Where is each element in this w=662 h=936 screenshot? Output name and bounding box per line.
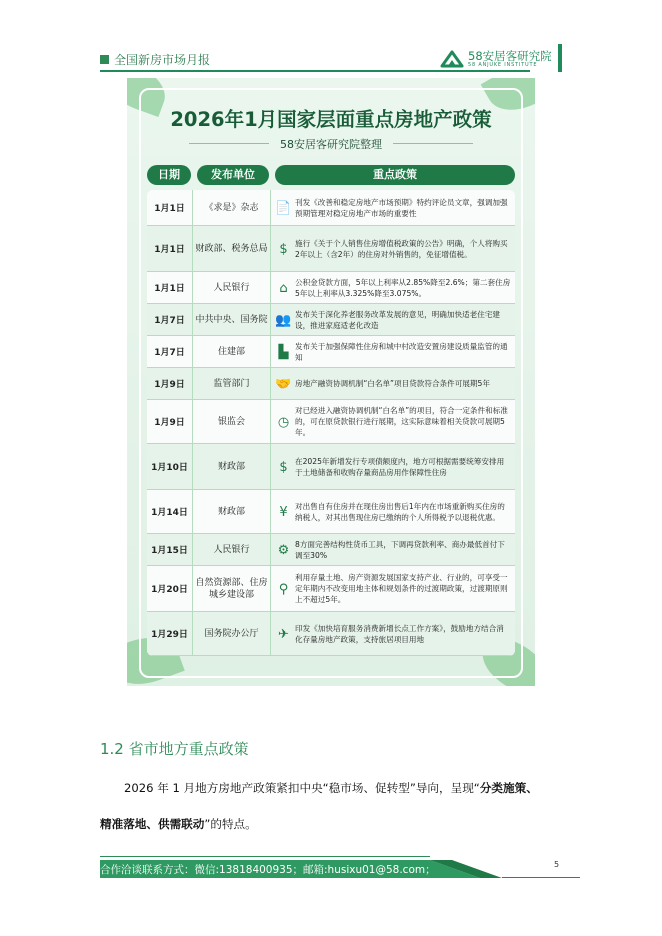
row-org: 人民银行 (193, 534, 271, 565)
subtitle-rule-right (393, 143, 473, 144)
logo-text-cn: 58安居客研究院 (468, 49, 552, 63)
row-date: 1月15日 (147, 534, 193, 565)
handshake-icon: 🤝 (275, 376, 292, 392)
page-number: 5 (554, 860, 560, 869)
infographic-subtitle: 58安居客研究院整理 (280, 138, 382, 151)
row-date: 1月1日 (147, 272, 193, 303)
page-header (100, 48, 572, 72)
row-org: 自然资源部、住房城乡建设部 (193, 566, 271, 611)
header-side-bar (558, 44, 562, 72)
row-org: 中共中央、国务院 (193, 304, 271, 335)
house-icon: ⌂ (279, 280, 288, 296)
row-date: 1月7日 (147, 304, 193, 335)
paragraph-text: 2026 年 1 月地方房地产政策紧扣中央“稳市场、促转型”导向，呈现“ (124, 781, 480, 795)
row-date: 1月14日 (147, 490, 193, 533)
row-org: 人民银行 (193, 272, 271, 303)
row-date: 1月1日 (147, 226, 193, 271)
infographic-title: 2026年1月国家层面重点房地产政策 (170, 108, 492, 131)
table-row (147, 490, 515, 534)
row-policy-text: 对出售自有住房并在现住房出售后1年内在市场重新购买住房的纳税人，对其出售现住房已缴纳的个人所得税予以退税优惠。 (295, 501, 505, 522)
location-person-icon: ⚲ (278, 581, 289, 597)
row-policy-text: 对已经进入融资协调机制“白名单”的项目，符合一定条件和标准的，可在原贷款银行进行展期，这实际意味着相关贷款可展期5年。 (295, 406, 508, 437)
table-row (147, 336, 515, 368)
row-org: 财政部 (193, 444, 271, 489)
table-row (147, 566, 515, 612)
airplane-icon: ✈ (278, 626, 289, 642)
coins-icon: $ (279, 241, 288, 257)
row-policy-text: 发布关于深化养老服务改革发展的意见，明确加快适老住宅建设，推进家庭适老化改造 (295, 309, 501, 330)
table-row (147, 534, 515, 566)
table-row (147, 272, 515, 304)
paragraph-bold-text: 分类施策、 (479, 781, 538, 795)
table-row (147, 444, 515, 490)
table-row (147, 612, 515, 656)
paragraph-line-2 (100, 816, 257, 832)
column-header-date: 日期 (147, 165, 191, 185)
row-date: 1月7日 (147, 336, 193, 367)
policy-infographic (127, 78, 535, 686)
row-date: 1月10日 (147, 444, 193, 489)
building-icon: ▙ (278, 344, 289, 360)
document-icon: 📄 (275, 200, 292, 216)
row-org: 财政部 (193, 490, 271, 533)
column-header-policy: 重点政策 (275, 165, 515, 185)
row-policy-text: 8方面完善结构性货币工具，下调再贷款利率、商办最低首付下调至30% (295, 539, 505, 560)
column-header-org: 发布单位 (197, 165, 269, 185)
row-date: 1月1日 (147, 190, 193, 225)
row-policy-text: 房地产融资协调机制“白名单”项目贷款符合条件可展期5年 (295, 379, 490, 388)
table-row (147, 190, 515, 226)
paragraph-bold-text: 精准落地、供需联动 (100, 817, 205, 831)
row-policy-text: 施行《关于个人销售住房增值税政策的公告》明确，个人将购买2年以上（含2年）的住房对外销售的，免征增值税。 (295, 238, 508, 259)
logo-text-en: 58 ANJUKE INSTITUTE (468, 62, 538, 68)
row-policy-text: 印发《加快培育服务消费新增长点工作方案》，鼓励地方结合消化存量房地产政策，支持旅居项目用地 (295, 623, 504, 644)
header-square-marker (100, 55, 109, 64)
paragraph-line-1 (124, 780, 538, 796)
row-org: 《求是》杂志 (193, 190, 271, 225)
row-policy-text: 发布关于加强保障性住房和城中村改造安置房建设质量监管的通知 (295, 341, 508, 362)
row-date: 1月20日 (147, 566, 193, 611)
row-org: 住建部 (193, 336, 271, 367)
row-org: 监管部门 (193, 368, 271, 399)
footer-rule (100, 856, 430, 857)
moneybag-icon: $ (279, 459, 288, 475)
row-date: 1月9日 (147, 400, 193, 443)
row-org: 国务院办公厅 (193, 612, 271, 655)
clock-icon: ◷ (277, 414, 290, 430)
table-row (147, 368, 515, 400)
brand-logo (440, 48, 555, 72)
policy-table (147, 190, 515, 656)
footer-contact: 合作洽谈联系方式：微信:13818400935；邮箱:husixu01@58.com； (100, 864, 436, 876)
section-title: 1.2 省市地方重点政策 (100, 740, 249, 758)
row-policy-text: 公积金贷款方面，5年以上利率从2.85%降至2.6%；第二套住房5年以上利率从3.325%降至3.075%。 (295, 277, 511, 298)
row-org: 银监会 (193, 400, 271, 443)
row-policy-text: 利用存量土地、房产资源发展国家支持产业、行业的，可享受一定年期内不改变用地主体和规划条件的过渡期政策，过渡期原则上不超过5年。 (295, 573, 508, 604)
table-row (147, 226, 515, 272)
logo-house-icon (440, 50, 464, 68)
row-org: 财政部、税务总局 (193, 226, 271, 271)
refund-icon: ¥ (279, 504, 288, 520)
table-row (147, 304, 515, 336)
row-policy-text: 刊发《改善和稳定房地产市场预期》特约评论员文章，强调加强预期管理对稳定房地产市场的重要性 (295, 197, 508, 218)
report-title: 全国新房市场月报 (114, 53, 211, 67)
row-date: 1月9日 (147, 368, 193, 399)
gears-icon: ⚙ (277, 542, 290, 558)
row-date: 1月29日 (147, 612, 193, 655)
paragraph-text: ”的特点。 (204, 817, 257, 831)
people-icon: 👥 (275, 312, 292, 328)
row-policy-text: 在2025年新增发行专项债额度内，地方可根据需要统筹安排用于土地储备和收购存量商品房用作保障性住房 (295, 456, 505, 477)
table-row (147, 400, 515, 444)
